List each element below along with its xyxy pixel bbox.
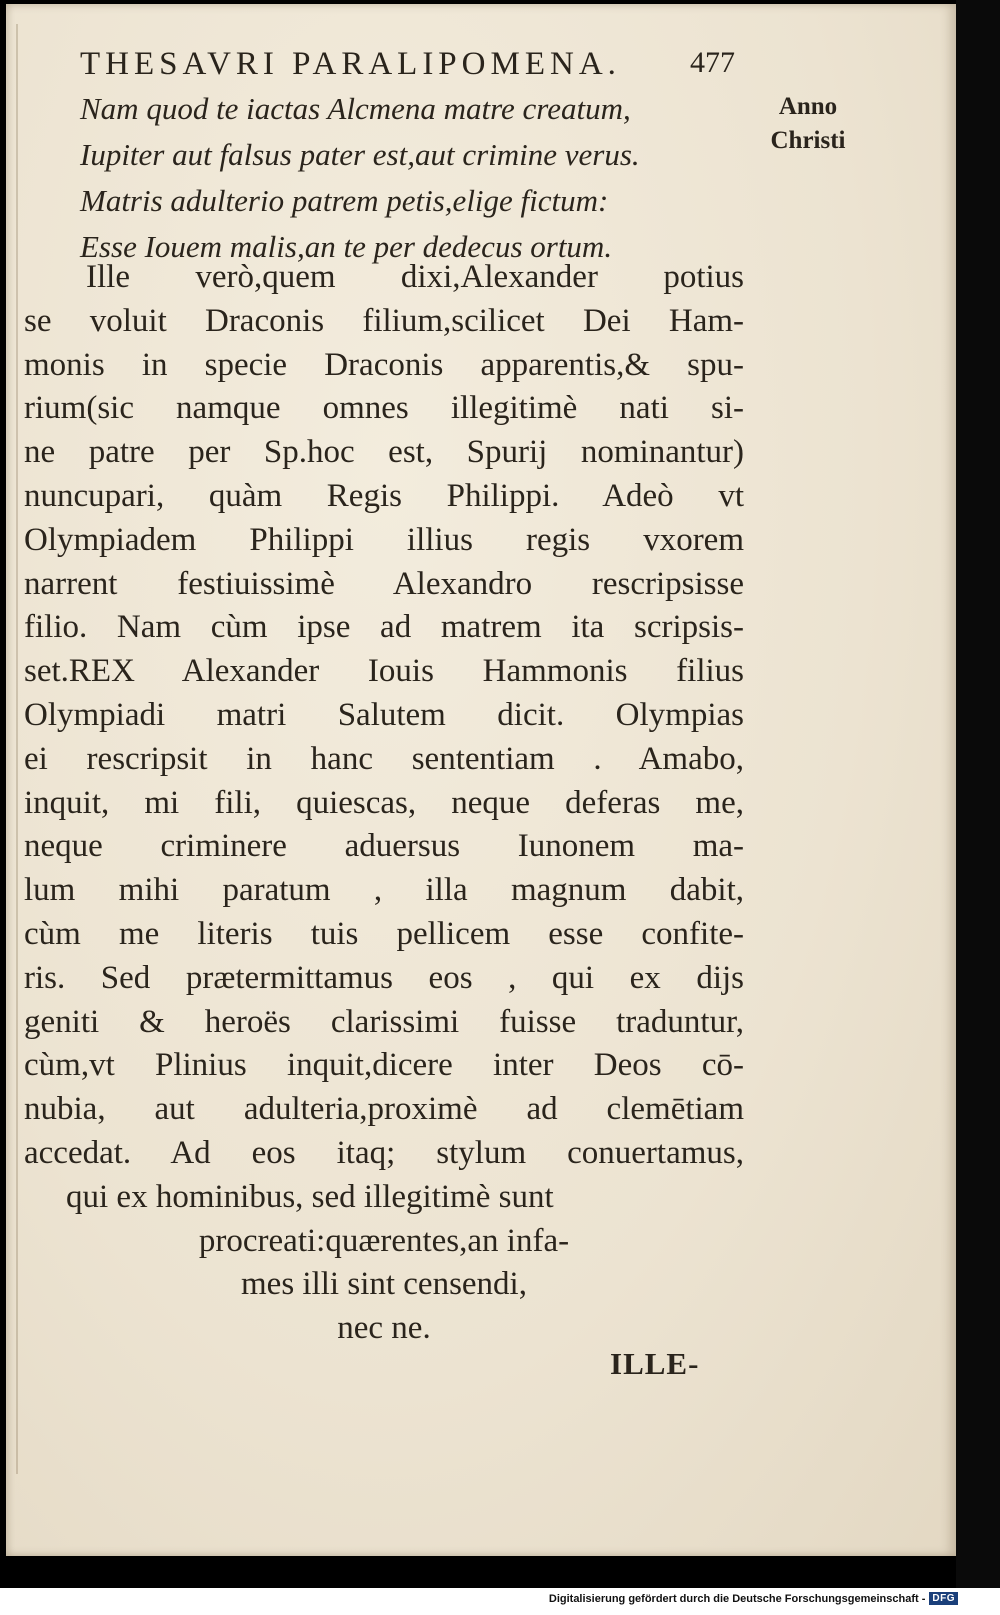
- footer-credit-text: Digitalisierung gefördert durch die Deutsche Forschungsgemeinschaft -: [548, 1592, 926, 1605]
- prose-line: cùm me literis tuis pellicem esse confite-: [24, 915, 744, 952]
- running-head: THESAVRI PARALIPOMENA.: [80, 46, 621, 82]
- prose-line: cùm,vt Plinius inquit,dicere inter Deos cō-: [24, 1047, 744, 1084]
- margin-note-line: Anno: [778, 93, 838, 120]
- prose-line: procreati:quærentes,an infa-: [198, 1222, 570, 1259]
- prose-line: Olympiadi matri Salutem dicit. Olympias: [24, 696, 744, 733]
- prose-line: se voluit Draconis filium,scilicet Dei Ham-: [24, 302, 744, 339]
- footer-credit: [549, 1592, 958, 1605]
- scan-edge: [956, 0, 1000, 1588]
- prose-line: Olympiadem Philippi illius regis vxorem: [24, 521, 744, 558]
- prose-line: ris. Sed prætermittamus eos , qui ex dijs: [24, 959, 744, 996]
- prose-line: ei rescripsit in hanc sententiam . Amabo,: [24, 740, 744, 777]
- prose-line: monis in specie Draconis apparentis,& spu-: [24, 346, 744, 383]
- prose-line: lum mihi paratum , illa magnum dabit,: [24, 872, 744, 909]
- prose-line: set.REX Alexander Iouis Hammonis filius: [24, 653, 744, 690]
- catchword: ILLE-: [610, 1346, 700, 1381]
- prose-line: mes illi sint censendi,: [241, 1266, 527, 1303]
- gutter-line: [16, 24, 18, 1474]
- page-number: 477: [690, 46, 735, 79]
- prose-line: neque criminere aduersus Iunonem ma-: [24, 828, 744, 865]
- margin-note: [758, 90, 858, 158]
- prose-line: geniti & heroës clarissimi fuisse traduntur,: [24, 1003, 744, 1040]
- prose-line: qui ex hominibus, sed illegitimè sunt: [66, 1178, 554, 1215]
- verse-line: Iupiter aut falsus pater est,aut crimine verus.: [80, 137, 640, 172]
- margin-note-line: Christi: [770, 127, 846, 154]
- prose-line: narrent festiuissimè Alexandro rescripsisse: [24, 565, 744, 602]
- prose-line: inquit, mi fili, quiescas, neque deferas me,: [24, 784, 744, 821]
- verse-block: [80, 86, 640, 270]
- verse-line: Esse Iouem malis,an te per dedecus ortum.: [80, 229, 613, 264]
- prose-line: nec ne.: [337, 1310, 431, 1347]
- prose-line: nubia, aut adulteria,proximè ad clemētiam: [24, 1091, 744, 1128]
- prose-block: [24, 256, 744, 1351]
- prose-line: filio. Nam cùm ipse ad matrem ita scripsis-: [24, 609, 744, 646]
- prose-line: ne patre per Sp.hoc est, Spurij nominantur): [24, 434, 744, 471]
- prose-line: Ille verò,quem dixi,Alexander potius: [86, 259, 744, 295]
- prose-line: accedat. Ad eos itaq; stylum conuertamus,: [24, 1134, 744, 1171]
- verse-line: Matris adulterio patrem petis,elige fictum:: [80, 183, 609, 218]
- prose-line: nuncupari, quàm Regis Philippi. Adeò vt: [24, 477, 744, 514]
- prose-line: rium(sic namque omnes illegitimè nati si-: [24, 390, 744, 427]
- verse-line: Nam quod te iactas Alcmena matre creatum,: [80, 91, 631, 126]
- dfg-logo: DFG: [929, 1592, 958, 1605]
